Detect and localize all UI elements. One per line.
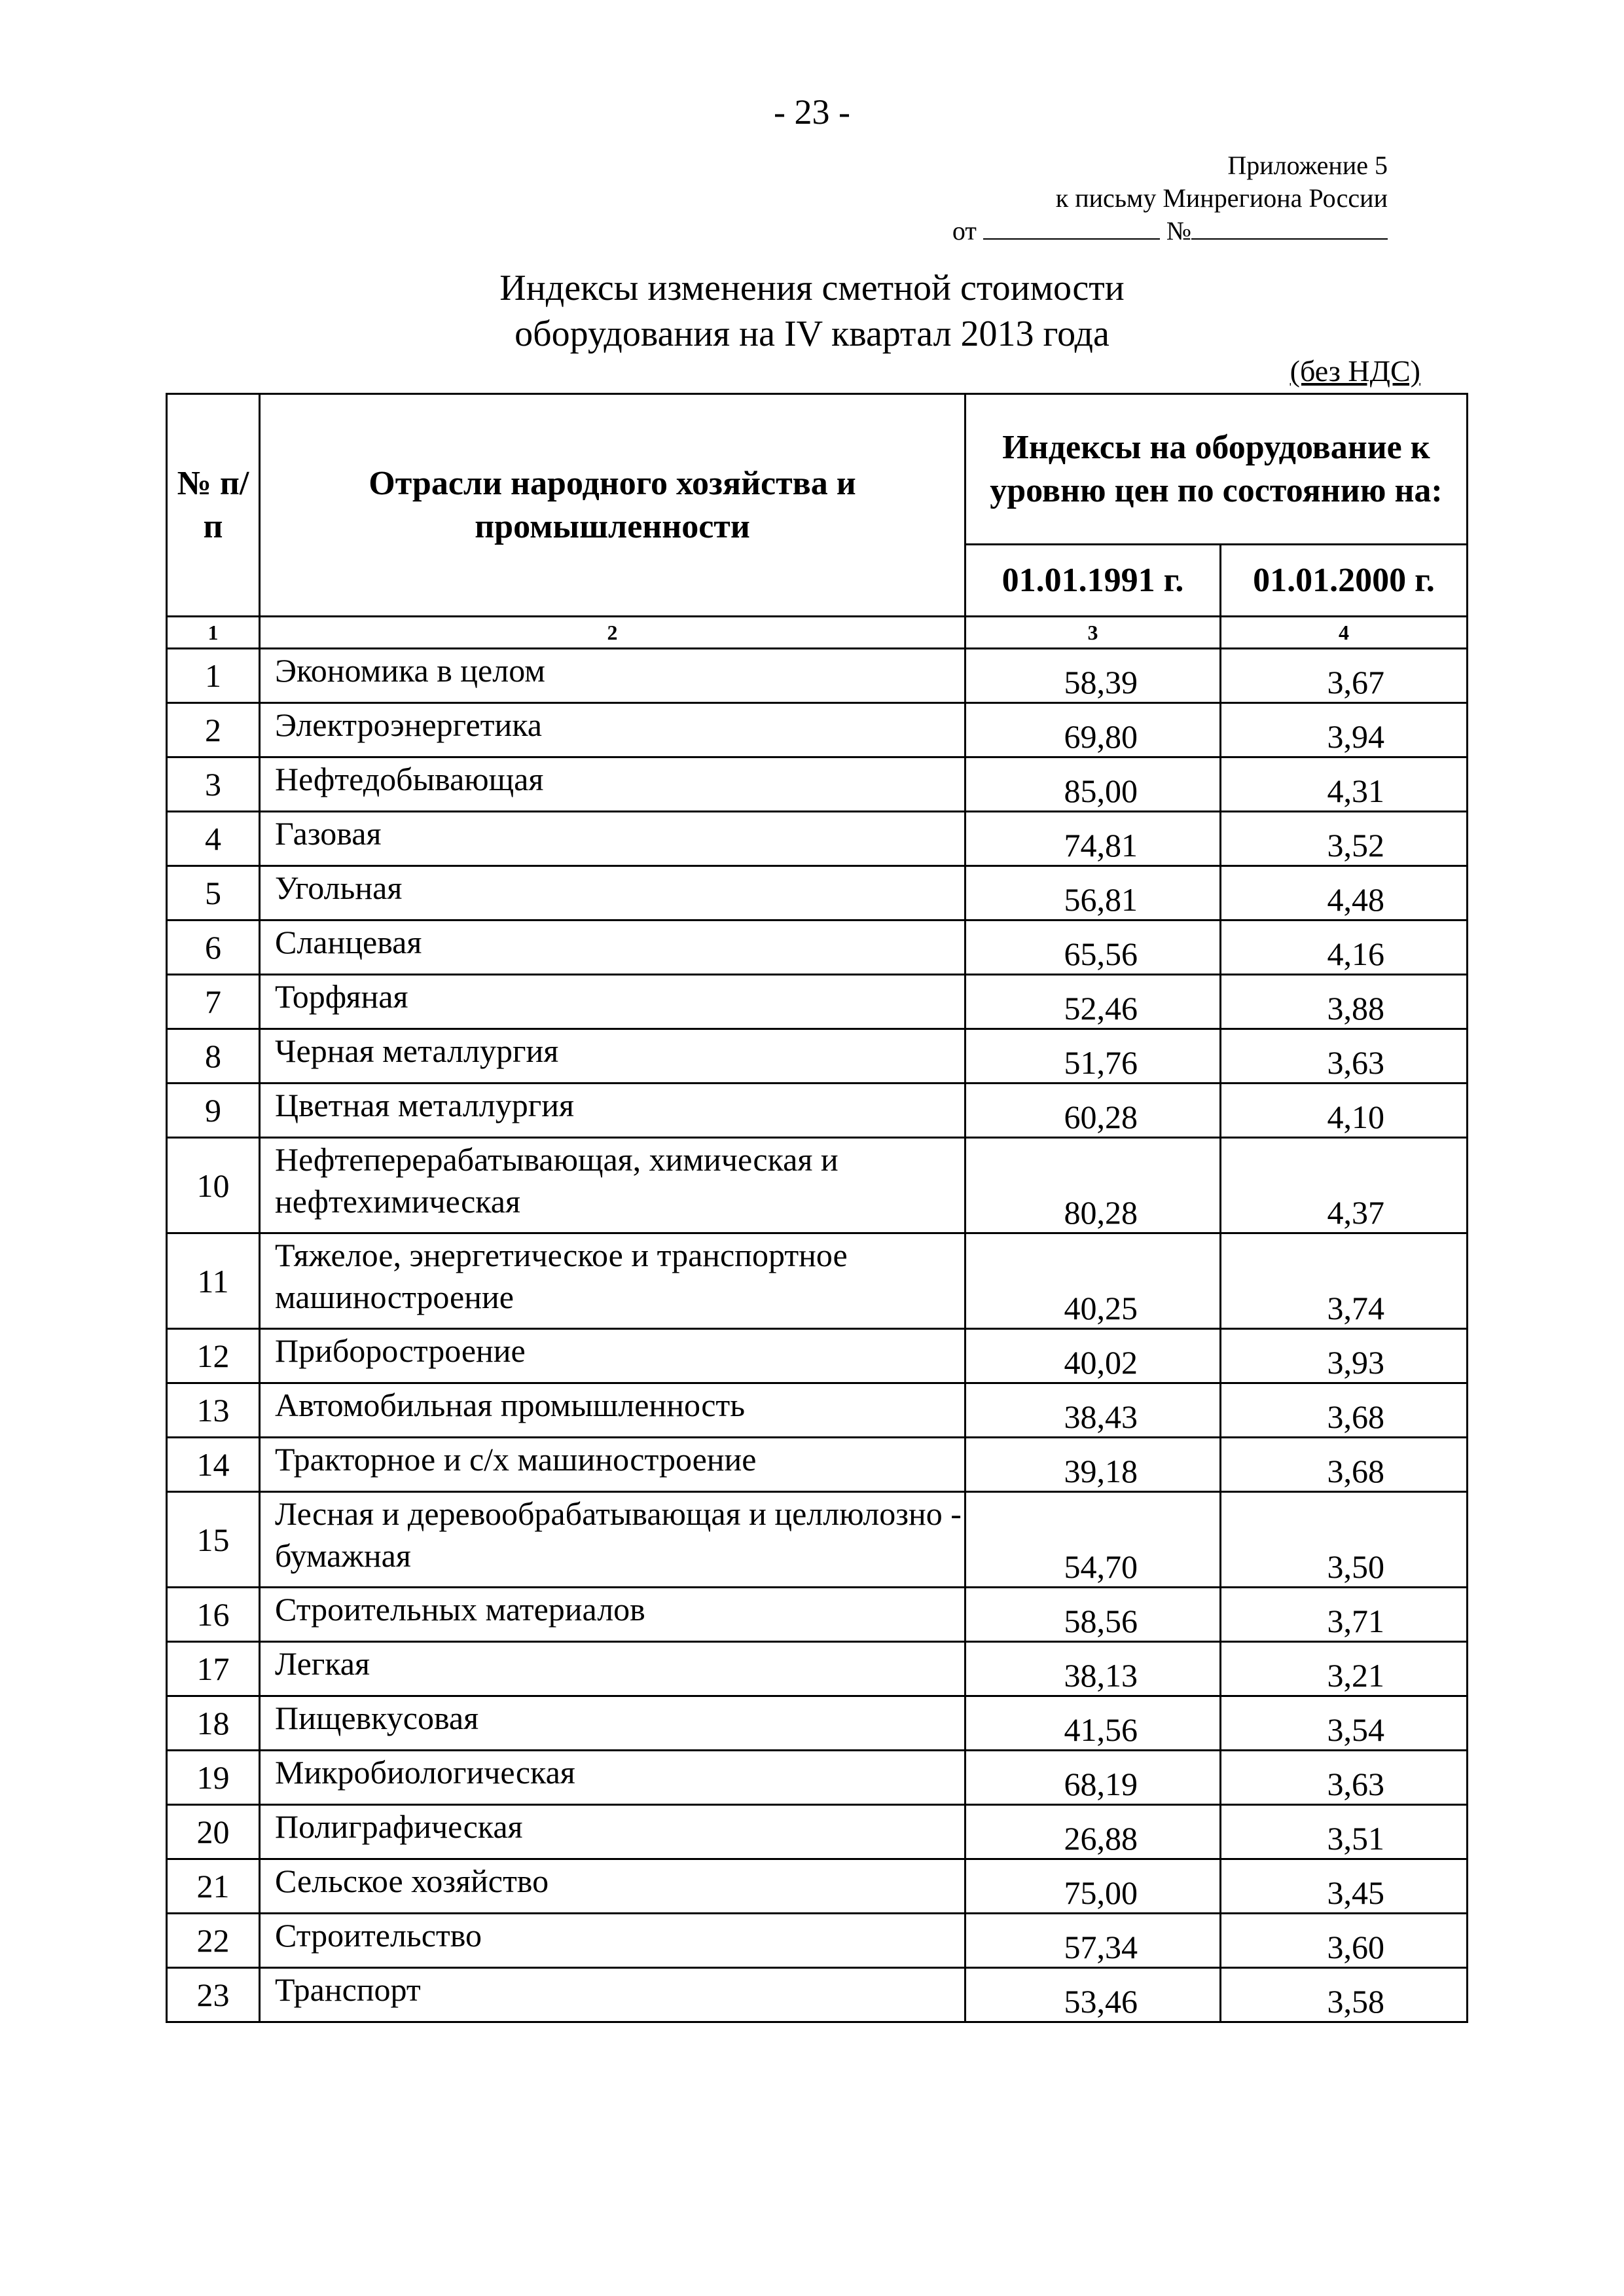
row-index-2000: 3,60 [1221, 1914, 1468, 1968]
appendix-letter-ref: к письму Минрегиона России [1055, 183, 1388, 213]
row-index-1991: 60,28 [965, 1084, 1221, 1138]
row-sector-name: Сланцевая [260, 920, 965, 975]
page-number: - 23 - [774, 92, 850, 132]
table-row [167, 812, 1468, 866]
header-number: № п/п [167, 394, 260, 617]
table-row [167, 1805, 1468, 1859]
table-row [167, 1084, 1468, 1138]
row-index-1991: 38,13 [965, 1642, 1221, 1696]
row-sector-name: Нефтедобывающая [260, 757, 965, 812]
row-number: 14 [167, 1438, 260, 1492]
row-number: 2 [167, 703, 260, 757]
row-index-1991: 40,25 [965, 1233, 1221, 1329]
row-index-1991: 54,70 [965, 1492, 1221, 1588]
row-number: 6 [167, 920, 260, 975]
row-index-1991: 41,56 [965, 1696, 1221, 1751]
row-index-2000: 3,63 [1221, 1751, 1468, 1805]
table-row [167, 1138, 1468, 1233]
row-index-1991: 69,80 [965, 703, 1221, 757]
row-index-1991: 52,46 [965, 975, 1221, 1029]
table-body [167, 649, 1468, 2022]
vat-note: (без НДС) [1290, 354, 1420, 388]
row-number: 8 [167, 1029, 260, 1084]
row-number: 17 [167, 1642, 260, 1696]
row-sector-name: Легкая [260, 1642, 965, 1696]
table-row [167, 757, 1468, 812]
table-row [167, 975, 1468, 1029]
row-index-1991: 74,81 [965, 812, 1221, 866]
row-number: 16 [167, 1588, 260, 1642]
column-number-2: 2 [260, 617, 965, 649]
row-index-2000: 3,45 [1221, 1859, 1468, 1914]
row-sector-name: Транспорт [260, 1968, 965, 2022]
column-number-4: 4 [1221, 617, 1468, 649]
appendix-title: Приложение 5 [1227, 151, 1388, 180]
row-sector-name: Электроэнергетика [260, 703, 965, 757]
row-sector-name: Микробиологическая [260, 1751, 965, 1805]
title-line-1: Индексы изменения сметной стоимости [499, 268, 1125, 308]
appendix-date-number [851, 215, 1388, 247]
row-number: 3 [167, 757, 260, 812]
row-index-1991: 58,56 [965, 1588, 1221, 1642]
table-row [167, 1588, 1468, 1642]
row-sector-name: Приборостроение [260, 1329, 965, 1383]
row-index-1991: 26,88 [965, 1805, 1221, 1859]
row-sector-name: Лесная и деревообрабатывающая и целлюлозно - бумажная [260, 1492, 965, 1588]
row-index-2000: 3,50 [1221, 1492, 1468, 1588]
row-index-1991: 65,56 [965, 920, 1221, 975]
row-index-2000: 3,51 [1221, 1805, 1468, 1859]
document-title [0, 265, 1624, 357]
index-table [166, 393, 1468, 2023]
table-row [167, 1642, 1468, 1696]
row-number: 22 [167, 1914, 260, 1968]
row-number: 11 [167, 1233, 260, 1329]
table-row [167, 920, 1468, 975]
row-sector-name: Тракторное и с/х машиностроение [260, 1438, 965, 1492]
row-index-2000: 3,68 [1221, 1438, 1468, 1492]
table-row [167, 649, 1468, 703]
row-number: 10 [167, 1138, 260, 1233]
header-date-2000: 01.01.2000 г. [1221, 545, 1468, 617]
table-row [167, 1438, 1468, 1492]
table-row [167, 1492, 1468, 1588]
row-index-2000: 4,37 [1221, 1138, 1468, 1233]
row-sector-name: Тяжелое, энергетическое и транспортное машиностроение [260, 1233, 965, 1329]
row-sector-name: Строительство [260, 1914, 965, 1968]
row-number: 13 [167, 1383, 260, 1438]
row-number: 21 [167, 1859, 260, 1914]
appendix-block [851, 149, 1388, 247]
column-number-3: 3 [965, 617, 1221, 649]
title-line-2: оборудования на IV квартал 2013 года [514, 314, 1110, 354]
row-index-2000: 3,54 [1221, 1696, 1468, 1751]
table-row [167, 1029, 1468, 1084]
row-index-1991: 53,46 [965, 1968, 1221, 2022]
row-sector-name: Угольная [260, 866, 965, 920]
header-sector: Отрасли народного хозяйства и промышленности [260, 394, 965, 617]
number-blank-line [1191, 216, 1388, 240]
header-date-1991: 01.01.1991 г. [965, 545, 1221, 617]
row-number: 5 [167, 866, 260, 920]
row-number: 1 [167, 649, 260, 703]
row-index-1991: 80,28 [965, 1138, 1221, 1233]
table-row [167, 866, 1468, 920]
row-sector-name: Полиграфическая [260, 1805, 965, 1859]
row-number: 23 [167, 1968, 260, 2022]
row-index-2000: 4,16 [1221, 920, 1468, 975]
row-index-1991: 38,43 [965, 1383, 1221, 1438]
table-row [167, 1968, 1468, 2022]
row-index-2000: 3,88 [1221, 975, 1468, 1029]
row-index-2000: 3,74 [1221, 1233, 1468, 1329]
row-number: 19 [167, 1751, 260, 1805]
row-number: 20 [167, 1805, 260, 1859]
row-sector-name: Черная металлургия [260, 1029, 965, 1084]
row-index-2000: 4,31 [1221, 757, 1468, 812]
date-blank-line [983, 216, 1160, 240]
table-row [167, 1329, 1468, 1383]
header-indices: Индексы на оборудование к уровню цен по состоянию на: [965, 394, 1468, 545]
row-number: 12 [167, 1329, 260, 1383]
row-number: 15 [167, 1492, 260, 1588]
row-index-2000: 3,93 [1221, 1329, 1468, 1383]
table-row [167, 1914, 1468, 1968]
from-label: от [952, 216, 977, 246]
table-row [167, 1751, 1468, 1805]
row-sector-name: Цветная металлургия [260, 1084, 965, 1138]
table-row [167, 703, 1468, 757]
row-number: 9 [167, 1084, 260, 1138]
row-sector-name: Нефтеперерабатывающая, химическая и нефтехимическая [260, 1138, 965, 1233]
row-number: 4 [167, 812, 260, 866]
row-index-2000: 3,63 [1221, 1029, 1468, 1084]
table-row [167, 1859, 1468, 1914]
row-sector-name: Строительных материалов [260, 1588, 965, 1642]
column-number-1: 1 [167, 617, 260, 649]
row-index-2000: 3,58 [1221, 1968, 1468, 2022]
row-index-2000: 3,21 [1221, 1642, 1468, 1696]
row-index-2000: 4,48 [1221, 866, 1468, 920]
row-sector-name: Автомобильная промышленность [260, 1383, 965, 1438]
row-index-2000: 4,10 [1221, 1084, 1468, 1138]
table-row [167, 1696, 1468, 1751]
row-index-1991: 57,34 [965, 1914, 1221, 1968]
row-sector-name: Экономика в целом [260, 649, 965, 703]
row-index-2000: 3,67 [1221, 649, 1468, 703]
row-index-1991: 39,18 [965, 1438, 1221, 1492]
row-number: 7 [167, 975, 260, 1029]
row-index-1991: 58,39 [965, 649, 1221, 703]
row-sector-name: Торфяная [260, 975, 965, 1029]
row-sector-name: Пищевкусовая [260, 1696, 965, 1751]
row-index-1991: 68,19 [965, 1751, 1221, 1805]
number-label: № [1166, 216, 1191, 246]
table-row [167, 1383, 1468, 1438]
row-index-2000: 3,71 [1221, 1588, 1468, 1642]
row-index-1991: 51,76 [965, 1029, 1221, 1084]
row-index-1991: 85,00 [965, 757, 1221, 812]
row-sector-name: Газовая [260, 812, 965, 866]
row-index-1991: 56,81 [965, 866, 1221, 920]
row-sector-name: Сельское хозяйство [260, 1859, 965, 1914]
row-number: 18 [167, 1696, 260, 1751]
row-index-1991: 40,02 [965, 1329, 1221, 1383]
row-index-2000: 3,52 [1221, 812, 1468, 866]
row-index-1991: 75,00 [965, 1859, 1221, 1914]
row-index-2000: 3,68 [1221, 1383, 1468, 1438]
table-row [167, 1233, 1468, 1329]
row-index-2000: 3,94 [1221, 703, 1468, 757]
